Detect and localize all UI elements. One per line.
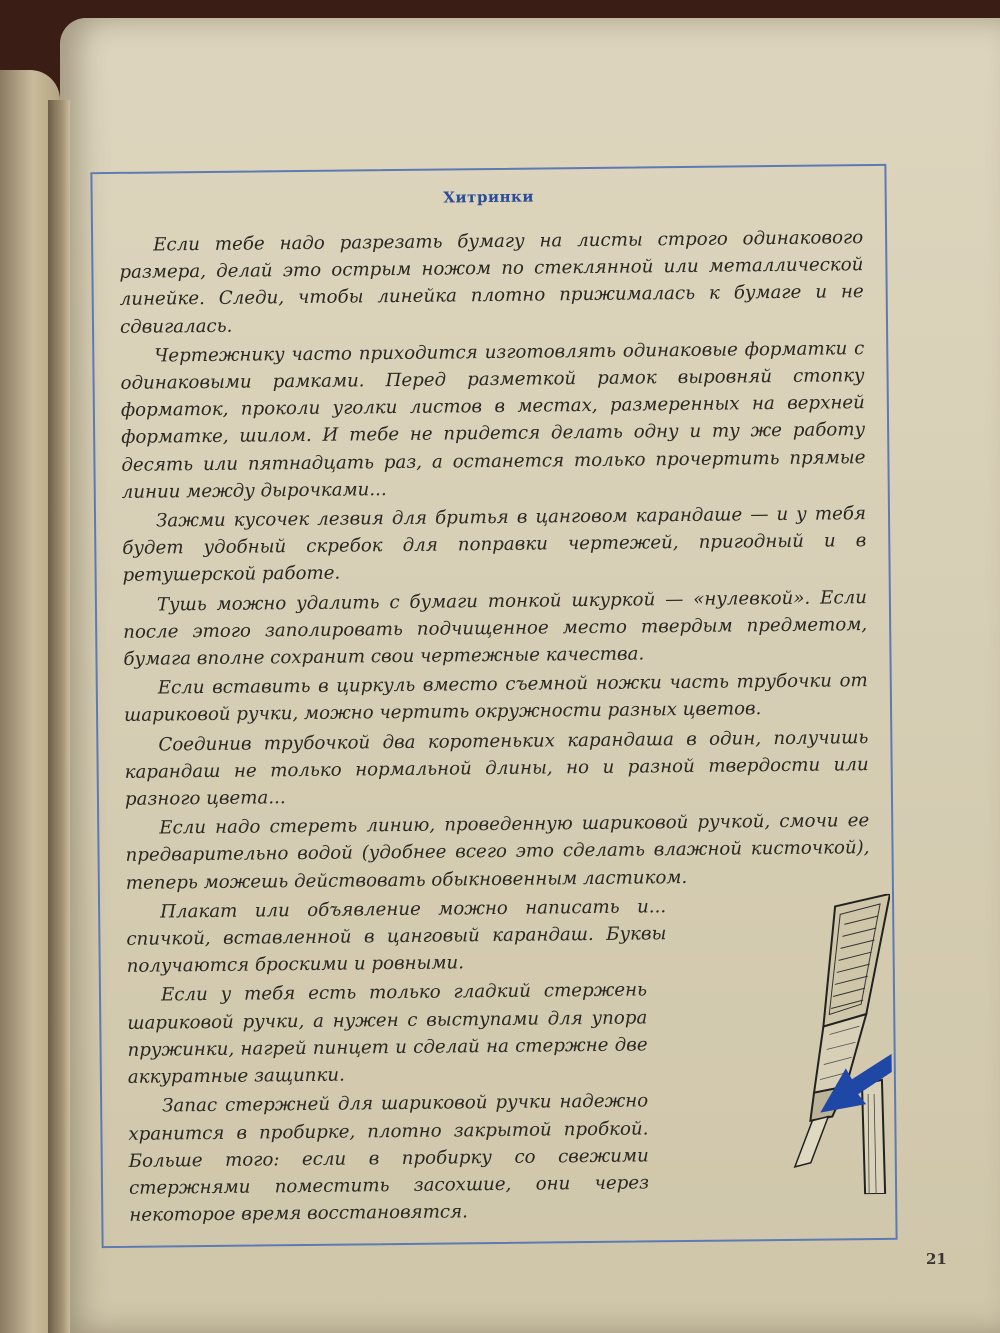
paragraph: Запас стержней для шариковой ручки надежно хранится в пробирке, плотно закрытой пробкой. Больше того: если в пробирку со свежими стержнями поместить засохшие, они через некоторое время восстановятся. [128, 1090, 650, 1226]
paragraph: Если у тебя есть только гладкий стержень шариковой ручки, а нужен с выступами для упора пружинки, нагрей пинцет и сделай на стержне две аккуратные защипки. [127, 979, 648, 1088]
paragraph: Если вставить в циркуль вместо съемной ножки часть трубочки от шариковой ручки, можно чертить окружности разных цветов. [123, 670, 868, 727]
box-title: Хитринки [443, 187, 535, 207]
paragraph: Если надо стереть линию, проведенную шариковой ручкой, смочи ее предварительно водой (удобнее всего это сделать влажной кисточкой), теперь можешь действовать обыкновенным ластиком. [125, 810, 870, 894]
tips-box [90, 164, 897, 1248]
book-gutter [48, 100, 70, 1333]
paragraph: Тушь можно удалить с бумаги тонкой шкуркой — «нулевкой». Если после этого заполировать подчищенное место твердым предметом, бумага вполне сохранит свои чертежные качества. [123, 586, 868, 670]
collet-pencil-drawing [792, 894, 893, 1195]
paragraph: Зажми кусочек лезвия для бритья в цанговом карандаше — и у тебя будет удобный скребок для поправки чертежей, пригодный и в ретушерской работе. [122, 503, 867, 587]
pencil-illustration [740, 894, 893, 1196]
paragraph: Соединив трубочкой два коротеньких карандаша в один, получишь карандаш не только нормальной длины, но и разной твердости или разного цвета... [124, 726, 869, 810]
page-number: 21 [926, 1250, 947, 1268]
paragraph: Плакат или объявление можно написать и... спичкой, вставленной в цанговый карандаш. Буквы получаются броскими и ровными. [126, 896, 667, 978]
paragraph: Если тебе надо разрезать бумагу на листы строго одинакового размера, делай это острым ножом по стеклянной или металлической линейке. Следи, чтобы линейка плотно прижималась к бумаге и не сдвигалась. [119, 227, 864, 338]
paragraph: Чертежнику часто приходится изготовлять одинаковые форматки с одинаковыми рамками. Перед разметкой рамок выровняй стопку форматок, проколи уголки листов в местах, размеренных на верхней форматке, шилом. И тебе не придется делать одну и ту же работу десять или пятнадцать раз, а останется только прочертить прямые линии между дырочками... [120, 337, 866, 503]
